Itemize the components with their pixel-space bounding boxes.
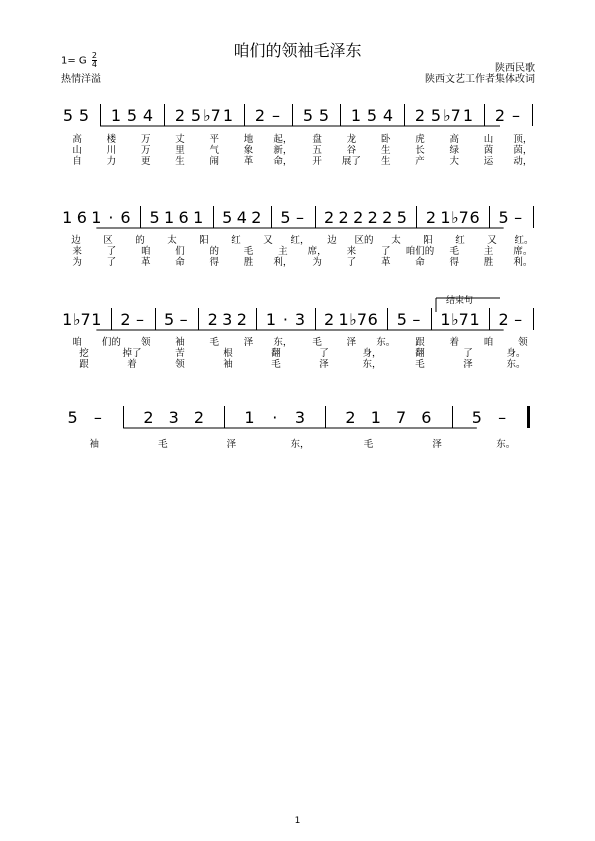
lyric-syllable: 为 [312, 257, 322, 268]
note: 1 [91, 208, 102, 227]
barline [387, 308, 388, 330]
barline [244, 104, 245, 126]
note: 2 [323, 208, 335, 227]
lyric-syllable: 着 [127, 359, 137, 370]
lyric-syllable: 跟 [79, 359, 89, 370]
lyric-syllable: 万 [140, 145, 151, 156]
note: 5 [67, 408, 78, 427]
barline [340, 104, 341, 126]
note: 5 [62, 106, 74, 125]
lyric-syllable: 翻 [271, 348, 281, 359]
lyric-syllable: 里 [175, 145, 185, 156]
lyric-syllable: 翻 [415, 348, 425, 359]
note: 2 [414, 106, 426, 125]
page-number: 1 [294, 816, 301, 826]
note: 1 [469, 310, 480, 329]
note: 2 [174, 106, 186, 125]
lyric-syllable: 红。 [514, 235, 534, 246]
lyric-syllable: 了 [319, 348, 329, 359]
lyric-syllable: 泽 [346, 337, 357, 348]
lyric-syllable: 太 [391, 235, 401, 246]
ending-label: 结束句 [446, 296, 474, 306]
lyric-syllable: 掉了 [122, 348, 142, 359]
note: 1 [193, 208, 204, 227]
final-barline [527, 406, 530, 428]
note: ♭7 [451, 310, 469, 329]
time-numerator: 2 [91, 51, 97, 60]
note: 1 [110, 106, 122, 125]
note: 4 [382, 106, 394, 125]
lyric-syllable: 龙 [346, 134, 357, 145]
lyric-syllable: 虎 [415, 134, 425, 145]
lyric-syllable: 山 [483, 134, 494, 145]
lyric-syllable: 的 [209, 246, 220, 257]
lyric-syllable: 袖 [89, 439, 100, 450]
lyric-syllable: 身， [362, 348, 382, 359]
note: ♭7 [203, 106, 221, 125]
lyric-syllable: 长 [415, 145, 425, 156]
lyric-syllable: 生 [380, 145, 391, 156]
lyric-syllable: 领 [518, 337, 528, 348]
note: 2 [425, 208, 436, 227]
note: 1 [440, 208, 451, 227]
note: – [136, 310, 144, 329]
barline [416, 206, 417, 228]
barline [404, 104, 405, 126]
note: 2 [143, 408, 154, 427]
barline [489, 308, 490, 330]
lyric-syllable: 地 [243, 134, 254, 145]
barline [164, 104, 165, 126]
note: 6 [178, 208, 189, 227]
lyric-syllable: 咱 [140, 246, 151, 257]
lyric-syllable: 五 [312, 145, 322, 156]
lyric-syllable: 平 [209, 134, 220, 145]
barline [155, 308, 156, 330]
lyric-syllable: 革 [140, 257, 151, 268]
lyric-syllable: 命， [273, 156, 293, 167]
lyric-syllable: 挖 [79, 348, 89, 359]
barline [111, 308, 112, 330]
barline [256, 308, 257, 330]
lyric-syllable: 东。 [496, 439, 516, 450]
lyric-syllable: 展了 [341, 156, 361, 167]
lyric-syllable: 来 [346, 246, 357, 257]
lyric-syllable: 着 [449, 337, 460, 348]
note: 2 [498, 310, 509, 329]
note: 5 [396, 208, 407, 227]
note: · [108, 208, 114, 227]
barline [123, 406, 124, 428]
note: 1 [62, 208, 73, 227]
lyric-syllable: 了 [106, 257, 117, 268]
lyric-syllable: 红 [231, 235, 241, 246]
song-title: 咱们的领袖毛泽东 [233, 41, 362, 60]
note: 5 [302, 106, 314, 125]
lyric-syllable: 谷 [346, 145, 357, 156]
note: 1 [462, 106, 474, 125]
note: 6 [120, 208, 131, 227]
barline [533, 308, 534, 330]
lyric-syllable: 为 [72, 257, 82, 268]
tempo-marking: 热情洋溢 [61, 74, 101, 85]
note: 1 [163, 208, 175, 227]
lyric-syllable: 东， [362, 359, 382, 370]
lyric-syllable: 身。 [506, 348, 526, 359]
note: 2 [254, 106, 266, 125]
note: · [272, 408, 278, 427]
note: – [514, 310, 523, 329]
lyric-syllable: 毛 [158, 439, 168, 450]
lyric-syllable: 区 [103, 235, 113, 246]
lyric-syllable: 生 [380, 156, 391, 167]
note: 4 [236, 208, 247, 227]
lyric-syllable: 得 [209, 257, 220, 268]
barline [452, 406, 453, 428]
lyric-syllable: 丈 [175, 134, 185, 145]
barline [271, 206, 272, 228]
lyric-syllable: 边 [327, 235, 337, 246]
lyric-syllable: 绿 [449, 145, 460, 156]
lyric-syllable: 新， [273, 145, 293, 156]
barline [532, 104, 533, 126]
lyric-syllable: 命 [175, 257, 185, 268]
lyric-syllable: 动， [513, 156, 533, 167]
lyric-syllable: 又 [487, 235, 497, 246]
note: 1 [91, 310, 102, 329]
lyric-syllable: 更 [140, 156, 151, 167]
note: 6 [367, 310, 378, 329]
note: – [498, 408, 507, 427]
note: 2 [193, 408, 205, 427]
lyric-syllable: 命 [415, 257, 425, 268]
note: 1 [338, 310, 349, 329]
barline [484, 104, 485, 126]
lyric-syllable: 泽 [463, 359, 473, 370]
lyric-syllable: 川 [106, 145, 117, 156]
lyric-syllable: 革 [380, 257, 391, 268]
note: 1 [62, 310, 73, 329]
lyric-syllable: 茵 [483, 145, 494, 156]
lyric-syllable: 泽 [243, 337, 254, 348]
lyric-syllable: 根 [223, 348, 233, 359]
note: ♭7 [451, 208, 469, 227]
note: – [272, 106, 280, 125]
barline [533, 206, 534, 228]
lyric-syllable: 红， [290, 235, 310, 246]
lyric-syllable: 茵， [513, 145, 533, 156]
lyric-syllable: 的 [135, 235, 145, 246]
note: 3 [294, 408, 306, 427]
lyric-syllable: 了 [106, 246, 117, 257]
lyric-credit: 陕西文艺工作者集体改词 [425, 74, 535, 85]
lyric-syllable: 利， [273, 257, 293, 268]
lyric-syllable: 运 [483, 156, 494, 167]
barline [140, 206, 141, 228]
lyric-syllable: 毛 [312, 337, 322, 348]
note: 7 [395, 408, 407, 427]
lyric-syllable: 毛 [243, 246, 254, 257]
genre-label: 陕西民歌 [495, 63, 535, 74]
lyric-syllable: 起， [273, 134, 293, 145]
note: 2 [367, 208, 378, 227]
lyric-syllable: 开 [312, 156, 322, 167]
lyric-syllable: 泽 [226, 439, 237, 450]
lyric-syllable: 咱们的 [405, 246, 435, 257]
lyric-syllable: 大 [449, 156, 460, 167]
note: 1 [265, 310, 276, 329]
lyric-syllable: 了 [463, 348, 473, 359]
note: 4 [142, 106, 154, 125]
barline [315, 308, 316, 330]
note: 2 [120, 310, 131, 329]
lyric-syllable: 席， [307, 246, 327, 257]
key-label: 1= G [61, 55, 87, 67]
barline [489, 206, 490, 228]
lyric-syllable: 生 [175, 156, 185, 167]
note: 2 [207, 310, 218, 329]
lyric-syllable: 东， [273, 337, 293, 348]
lyric-syllable: 阳 [199, 235, 209, 246]
note: 2 [251, 208, 262, 227]
note: 5 [222, 208, 233, 227]
note: 1 [244, 408, 255, 427]
note: 5 [396, 310, 407, 329]
barline [292, 104, 293, 126]
barline [431, 308, 432, 330]
lyric-syllable: 又 [263, 235, 273, 246]
note: 2 [323, 310, 335, 329]
lyric-syllable: 力 [106, 156, 117, 167]
note: 5 [318, 106, 330, 125]
lyric-syllable: 东。 [506, 359, 526, 370]
lyric-syllable: 革 [243, 156, 254, 167]
lyric-syllable: 利。 [513, 257, 533, 268]
note: 2 [353, 208, 364, 227]
lyric-syllable: 毛 [363, 439, 374, 450]
note: 2 [338, 208, 349, 227]
note: 6 [76, 208, 87, 227]
note: – [514, 208, 523, 227]
lyric-syllable: 顶， [513, 134, 533, 145]
lyric-syllable: 自 [72, 156, 82, 167]
note: 3 [222, 310, 233, 329]
lyric-syllable: 卧 [380, 134, 391, 145]
lyric-syllable: 楼 [106, 134, 117, 145]
lyric-syllable: 气 [209, 145, 220, 156]
lyric-syllable: 了 [346, 257, 357, 268]
lyric-syllable: 领 [140, 337, 151, 348]
lyric-syllable: 毛 [271, 359, 281, 370]
lyric-syllable: 胜 [243, 257, 254, 268]
lyric-syllable: 胜 [483, 257, 494, 268]
lyric-syllable: 袖 [223, 359, 233, 370]
barline [100, 104, 101, 126]
lyric-syllable: 们 [175, 246, 185, 257]
note: 2 [345, 408, 356, 427]
lyric-syllable: 得 [449, 257, 460, 268]
note: 5 [280, 208, 291, 227]
note: – [93, 408, 102, 427]
note: 5 [498, 208, 509, 227]
lyric-syllable: 跟 [415, 337, 425, 348]
lyric-syllable: 山 [72, 145, 82, 156]
lyric-syllable: 领 [175, 359, 185, 370]
lyric-syllable: 席。 [513, 246, 533, 257]
note: – [512, 106, 520, 125]
note: 5 [366, 106, 378, 125]
note: ♭7 [72, 310, 91, 329]
note: 3 [168, 408, 179, 427]
lyric-syllable: 高 [72, 134, 82, 145]
lyric-syllable: 万 [140, 134, 151, 145]
note: 6 [421, 408, 432, 427]
note: 1 [222, 106, 234, 125]
lyric-syllable: 太 [167, 235, 177, 246]
note: 5 [430, 106, 442, 125]
lyric-syllable: 区的 [354, 235, 374, 246]
lyric-syllable: 高 [449, 134, 460, 145]
barline [224, 406, 225, 428]
lyric-syllable: 阳 [423, 235, 433, 246]
lyric-syllable: 象 [243, 145, 254, 156]
lyric-syllable: 主 [278, 246, 288, 257]
time-denominator: 4 [91, 60, 97, 69]
lyric-syllable: 盘 [312, 134, 322, 145]
note: 6 [469, 208, 480, 227]
note: 5 [190, 106, 202, 125]
lyric-syllable: 东。 [376, 337, 396, 348]
lyric-syllable: 苦 [175, 348, 185, 359]
note: 5 [163, 310, 175, 329]
lyric-syllable: 主 [483, 246, 494, 257]
lyric-syllable: 毛 [449, 246, 460, 257]
lyric-syllable: 毛 [415, 359, 425, 370]
note: 5 [78, 106, 90, 125]
lyric-syllable: 边 [71, 235, 81, 246]
barline [198, 308, 199, 330]
lyric-syllable: 产 [415, 156, 425, 167]
note: 5 [149, 208, 160, 227]
note: 5 [471, 408, 482, 427]
note: 3 [294, 310, 306, 329]
note: 2 [236, 310, 247, 329]
note: ♭7 [349, 310, 368, 329]
lyric-syllable: 红 [455, 235, 465, 246]
lyric-syllable: 了 [380, 246, 391, 257]
note: – [296, 208, 304, 227]
lyric-syllable: 袖 [175, 337, 185, 348]
lyric-syllable: 泽 [319, 359, 329, 370]
note: 1 [370, 408, 381, 427]
note: 5 [126, 106, 138, 125]
lyric-syllable: 咱 [72, 337, 82, 348]
lyric-syllable: 东， [290, 439, 310, 450]
note: ♭7 [443, 106, 461, 125]
note: · [282, 310, 288, 329]
note: – [412, 310, 421, 329]
note: 1 [350, 106, 362, 125]
lyric-syllable: 泽 [432, 439, 442, 450]
barline [213, 206, 214, 228]
lyric-syllable: 闹 [209, 156, 220, 167]
barline [315, 206, 316, 228]
lyric-syllable: 咱 [483, 337, 494, 348]
note: – [179, 310, 188, 329]
lyric-syllable: 们的 [101, 337, 121, 348]
barline [325, 406, 326, 428]
note: 2 [494, 106, 506, 125]
note: 2 [382, 208, 393, 227]
note: 1 [440, 310, 451, 329]
lyric-syllable: 毛 [209, 337, 220, 348]
lyric-syllable: 来 [72, 246, 82, 257]
